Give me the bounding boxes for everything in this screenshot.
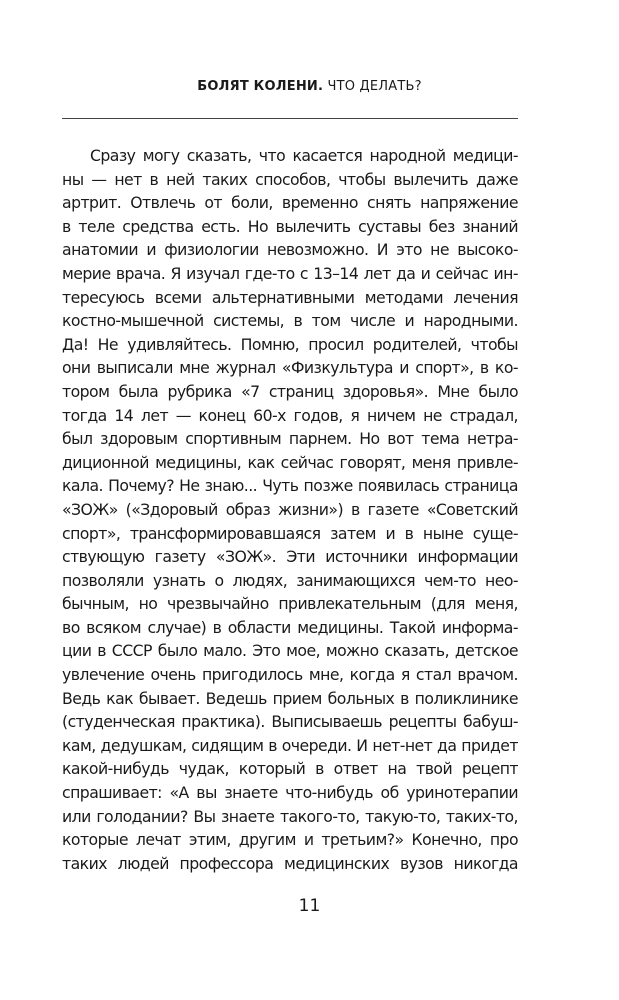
text-line: ствующую газету «ЗОЖ». Эти источники информации: [62, 547, 518, 567]
text-line: Да! Не удивляйтесь. Помню, просил родителей, чтобы: [62, 334, 518, 354]
running-header-rest: ЧТО ДЕЛАТЬ?: [323, 79, 422, 94]
running-header: [0, 79, 619, 95]
text-line: бычным, но чрезвычайно привлекательным (для меня,: [62, 594, 518, 614]
text-line: таких людей профессора медицинских вузов никогда: [62, 853, 518, 873]
text-line: Ведь как бывает. Ведешь прием больных в поликлинике: [62, 688, 518, 708]
page-number: 11: [298, 896, 321, 916]
text-line: спорт», трансформировавшаяся затем и в ныне суще-: [62, 523, 518, 543]
text-line: был здоровым спортивным парнем. Но вот тема нетра-: [62, 429, 518, 449]
running-header-bold: БОЛЯТ КОЛЕНИ.: [197, 79, 324, 94]
text-line: или голодании? Вы знаете такого-то, такую-то, таких-то,: [62, 806, 518, 826]
text-line: Сразу могу сказать, что касается народной медици-: [90, 146, 518, 165]
text-line: какой-нибудь чудак, который в ответ на твой рецепт: [62, 759, 518, 779]
text-line: (студенческая практика). Выписываешь рецепты бабуш-: [62, 712, 518, 732]
body-text: [62, 144, 518, 875]
text-line: костно-мышечной системы, в том числе и народными.: [62, 311, 518, 331]
text-line: мерие врача. Я изучал где-то с 13–14 лет да и сейчас ин-: [62, 263, 518, 283]
text-line: кам, дедушкам, сидящим в очереди. И нет-нет да придет: [62, 735, 518, 755]
text-line: которые лечат этим, другим и третьим?» Конечно, про: [62, 830, 518, 850]
text-line: ции в СССР было мало. Это мое, можно сказать, детское: [62, 641, 518, 661]
text-line: в теле средства есть. Но вылечить суставы без знаний: [62, 216, 518, 236]
text-line: анатомии и физиологии невозможно. И это не высоко-: [62, 240, 518, 260]
text-line: артрит. Отвлечь от боли, временно снять напряжение: [62, 193, 518, 213]
text-line: тересуюсь всеми альтернативными методами лечения: [62, 287, 518, 307]
text-line: позволяли узнать о людях, занимающихся чем-то нео-: [62, 570, 518, 590]
text-line: они выписали мне журнал «Физкультура и спорт», в ко-: [62, 358, 518, 378]
text-line: диционной медицины, как сейчас говорят, меня привле-: [62, 452, 518, 472]
text-line: увлечение очень пригодилось мне, когда я стал врачом.: [62, 665, 518, 685]
text-line: «ЗОЖ» («Здоровый образ жизни») в газете «Советский: [62, 499, 518, 519]
text-line: ны — нет в ней таких способов, чтобы вылечить даже: [62, 169, 518, 189]
text-line: во всяком случае) в области медицины. Такой информа-: [62, 617, 518, 637]
text-line: кала. Почему? Не знаю... Чуть позже появилась страница: [62, 476, 518, 496]
text-line: спрашивает: «А вы знаете что-нибудь об уринотерапии: [62, 783, 518, 803]
text-line: тором была рубрика «7 страниц здоровья». Мне было: [62, 381, 518, 401]
header-divider: [62, 118, 518, 119]
text-line: тогда 14 лет — конец 60-х годов, я ничем не страдал,: [62, 405, 518, 425]
